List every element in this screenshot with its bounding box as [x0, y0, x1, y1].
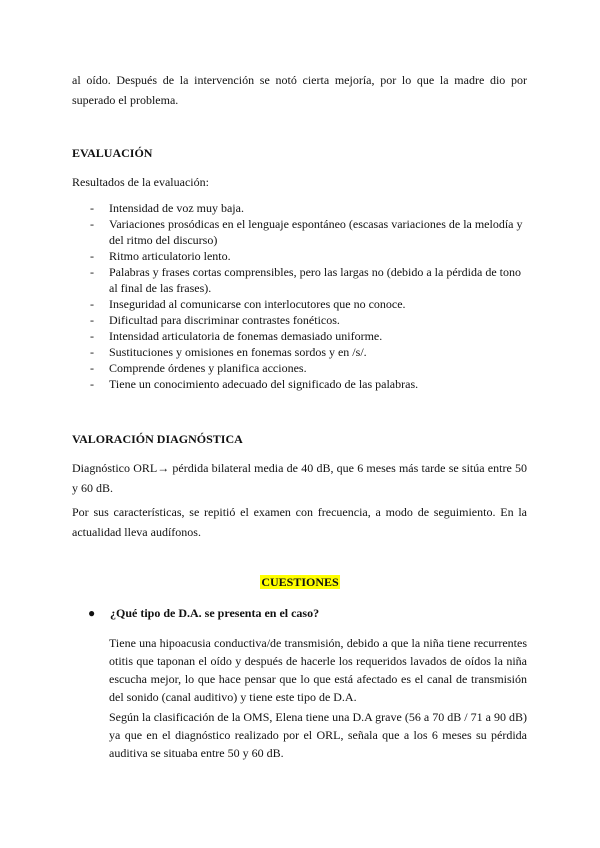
dash-bullet: -: [90, 201, 94, 215]
list-item: - Tiene un conocimiento adecuado del significado de las palabras.: [90, 377, 419, 391]
evaluacion-subtitle: Resultados de la evaluación:: [72, 175, 209, 189]
bullet-dot-icon: ●: [88, 606, 96, 620]
evaluacion-results-list: [72, 200, 527, 392]
list-item: - Sustituciones y omisiones en fonemas sordos y en /s/.: [90, 345, 367, 359]
cuestiones-title: CUESTIONES: [261, 575, 339, 589]
intro-paragraph: al oído. Después de la intervención se notó cierta mejoría, por lo que la madre dio por superado el problema.: [72, 73, 527, 107]
list-item: - Palabras y frases cortas comprensibles, pero las largas no (debido a la pérdida de tono al final de las frases).: [90, 265, 521, 295]
dash-bullet: -: [90, 345, 94, 359]
list-item: - Intensidad de voz muy baja.: [90, 201, 244, 215]
answer-paragraph-2: Según la clasificación de la OMS, Elena tiene una D.A grave (56 a 70 dB / 71 a 90 dB) ya que en el diagnóstico realizado por el ORL, señala que a los 6 meses su pérdida auditiva se situaba entre 50 y 60 dB.: [109, 710, 527, 760]
list-item: - Dificultad para discriminar contrastes fonéticos.: [90, 313, 340, 327]
question-text: ¿Qué tipo de D.A. se presenta en el caso?: [110, 606, 320, 620]
evaluacion-heading: EVALUACIÓN: [72, 146, 153, 160]
valoracion-heading: VALORACIÓN DIAGNÓSTICA: [72, 432, 243, 446]
dash-bullet: -: [90, 217, 94, 231]
dash-bullet: -: [90, 297, 94, 311]
answer-paragraph-1: Tiene una hipoacusia conductiva/de transmisión, debido a que la niña tiene recurrentes otitis que taponan el oído y después de hacerle los requeridos lavados de oídos la niña escucha mejor, lo que hace pensar que lo que está afectado es el canal de transmisión del sonido (canal auditivo) y tiene este tipo de D.A.: [109, 636, 527, 704]
list-item: - Intensidad articulatoria de fonemas demasiado uniforme.: [90, 329, 383, 343]
list-item: - Comprende órdenes y planifica acciones.: [90, 361, 307, 375]
dash-bullet: -: [90, 265, 94, 279]
dash-bullet: -: [90, 329, 94, 343]
valoracion-paragraph-1: Diagnóstico ORL→ pérdida bilateral media de 40 dB, que 6 meses más tarde se sitúa entre 50 y 60 dB.: [72, 461, 527, 495]
dash-bullet: -: [90, 249, 94, 263]
dash-bullet: -: [90, 313, 94, 327]
list-item: - Ritmo articulatorio lento.: [90, 249, 231, 263]
dash-bullet: -: [90, 377, 94, 391]
dash-bullet: -: [90, 361, 94, 375]
valoracion-paragraph-2: Por sus características, se repitió el examen con frecuencia, a modo de seguimiento. En la actualidad lleva audífonos.: [72, 505, 527, 539]
list-item: - Inseguridad al comunicarse con interlocutores que no conoce.: [90, 297, 406, 311]
list-item: - Variaciones prosódicas en el lenguaje espontáneo (escasas variaciones de la melodía y del ritmo del discurso): [90, 217, 523, 247]
cuestiones-title-wrap: [0, 575, 600, 590]
